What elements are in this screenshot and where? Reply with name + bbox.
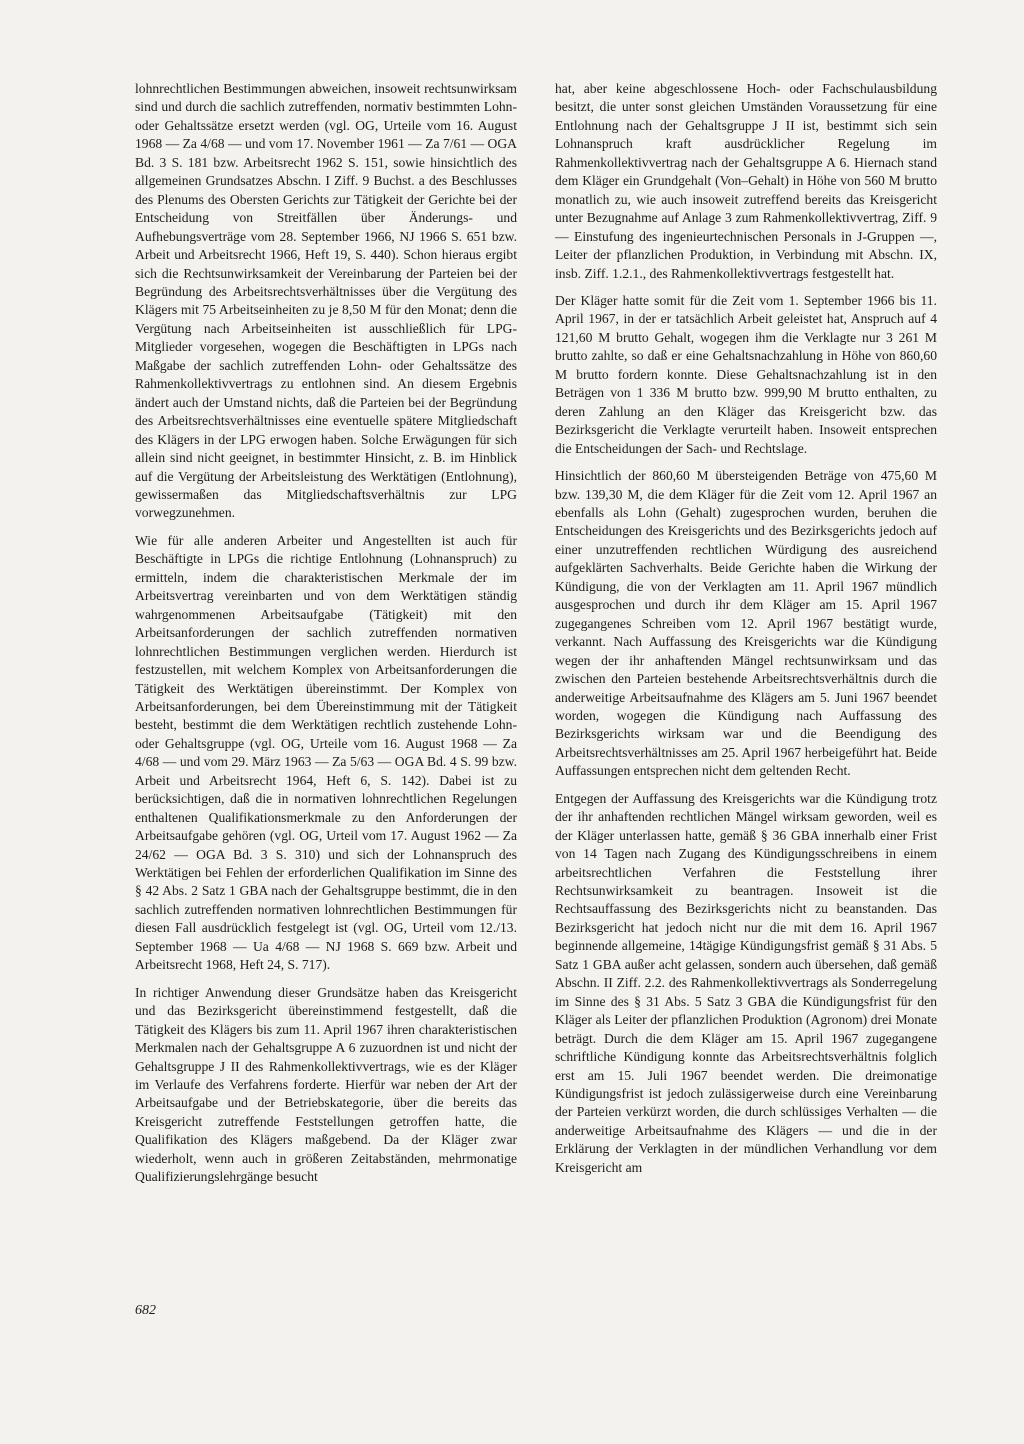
paragraph: In richtiger Anwendung dieser Grundsätze haben das Kreisgericht und das Bezirksgericht übereinstimmend festgestellt, daß die Tätigkeit des Klägers bis zum 11. April 1967 ihren charakteristischen Merkmalen nach der Gehaltsgruppe A 6 zuzuordnen ist und nicht der Gehaltsgruppe J II des Rahmenkollektivvertrags, wie es der Kläger im Verlaufe des Verfahrens forderte. Hierfür war neben der Art der Arbeitsaufgabe und der Betriebskategorie, über die bereits das Kreisgericht zutreffende Feststellungen getroffen hatte, die Qualifikation des Klägers maßgebend. Da der Kläger zwar wiederholt, wenn auch in größeren Zeitabständen, mehrmonatige Qualifizierungslehrgänge besucht — [135, 984, 517, 1185]
right-column — [555, 80, 937, 1186]
paragraph: lohnrechtlichen Bestimmungen abweichen, insoweit rechtsunwirksam sind und durch die sachlich zutreffenden, normativ bestimmten Lohn- oder Gehaltssätze ersetzt werden (vgl. OG, Urteile vom 16. August 1968 — Za 4/68 — und vom 17. November 1961 — Za 7/61 — OGA Bd. 3 S. 181 bzw. Arbeitsrecht 1962 S. 151, sowie hinsichtlich des allgemeinen Grundsatzes Abschn. I Ziff. 9 Buchst. a des Beschlusses des Plenums des Obersten Gerichts zur Tätigkeit der Gerichte bei der Entscheidung von Streitfällen über Änderungs- und Aufhebungsverträge vom 28. September 1966, NJ 1966 S. 651 bzw. Arbeit und Arbeitsrecht 1966, Heft 19, S. 440). Schon hieraus ergibt sich die Rechtsunwirksamkeit der Vereinbarung der Parteien bei der Begründung des Arbeitsrechtsverhältnisses über die Vergütung des Klägers mit 75 Arbeitseinheiten zu je 8,50 M für den Monat; denn die Vergütung nach Arbeitseinheiten ist ausschließlich für LPG-Mitglieder vorgesehen, wogegen die Beschäftigten in LPGs nach Maßgabe der sachlich zutreffenden Lohn- oder Gehaltssätze des Rahmenkollektivvertrags zu entlohnen sind. An diesem Ergebnis ändert auch der Umstand nichts, daß die Parteien bei der Begründung des Arbeitsrechtsverhältnisses eine eventuelle spätere Mitgliedschaft des Klägers in der LPG erwogen haben. Solche Erwägungen für sich allein sind nicht geeignet, in bestimmter Hinsicht, z. B. im Hinblick auf die Vergütung der Arbeitsleistung des Werktätigen (Entlohnung), gewissermaßen das Mitgliedschaftsverhältnis zur LPG vorwegzunehmen. — [135, 81, 517, 521]
paragraph: Entgegen der Auffassung des Kreisgerichts war die Kündigung trotz der ihr anhaftenden rechtlichen Mängel wirksam geworden, weil es der Kläger unterlassen hatte, gemäß § 36 GBA innerhalb einer Frist von 14 Tagen nach Zugang des Kündigungsschreibens in einem arbeitsrechtlichen Verfahren die Feststellung ihrer Rechtsunwirksamkeit zu beantragen. Insoweit ist die Rechtsauffassung des Bezirksgerichts nicht zu beanstanden. Das Bezirksgericht hat jedoch nicht nur die mit dem 16. April 1967 beginnende allgemeine, 14tägige Kündigungsfrist gemäß § 31 Abs. 5 Satz 1 GBA außer acht gelassen, sondern auch übersehen, daß gemäß Abschn. II Ziff. 2.2. des Rahmenkollektivvertrags als Sonderregelung im Sinne des § 31 Abs. 5 Satz 3 GBA die Kündigungsfrist für den Kläger als Leiter der pflanzlichen Produktion (Agronom) drei Monate beträgt. Durch die dem Kläger am 15. April 1967 zugegangene schriftliche Kündigung konnte das Arbeitsrechtsverhältnis folglich erst am 15. Juli 1967 beendet werden. Die dreimonatige Kündigungsfrist ist jedoch zulässigerweise durch eine Vereinbarung der Parteien verkürzt worden, die durch schlüssiges Verhalten — die anderweitige Arbeitsaufnahme des Klägers — und die in der Erklärung der Verklagten in der mündlichen Verhandlung vor dem Kreisgericht am — [555, 790, 937, 1175]
left-column — [135, 80, 517, 1196]
paragraph: hat, aber keine abgeschlossene Hoch- oder Fachschulausbildung besitzt, die unter sonst gleichen Umständen Voraussetzung für eine Entlohnung nach der Gehaltsgruppe J II ist, bestimmt sich sein Lohnanspruch kraft ausdrücklicher Regelung im Rahmenkollektivvertrag nach der Gehaltsgruppe A 6. Hiernach stand dem Kläger ein Grundgehalt (Von–Gehalt) in Höhe von 560 M brutto monatlich zu, wie auch insoweit zutreffend bereits das Kreisgericht unter Bezugnahme auf Anlage 3 zum Rahmenkollektivvertrag, Ziff. 9 — Einstufung des ingenieurtechnischen Personals in J-Gruppen —, Leiter der pflanzlichen Produktion, in Verbindung mit Abschn. IX, insb. Ziff. 1.2.1., des Rahmenkollektivvertrags festgestellt hat. — [555, 81, 937, 281]
page-number: 682 — [135, 1303, 156, 1318]
paragraph: Hinsichtlich der 860,60 M übersteigenden Beträge von 475,60 M bzw. 139,30 M, die dem Kläger für die Zeit vom 12. April 1967 an ebenfalls als Lohn (Gehalt) zugesprochen wurden, beruhen die Entscheidungen des Kreisgerichts und des Bezirksgerichts jedoch auf einer unzutreffenden rechtlichen Würdigung des ausreichend aufgeklärten Sachverhalts. Beide Gerichte haben die Wirkung der Kündigung, die von der Verklagten am 11. April 1967 mündlich ausgesprochen und durch ihr dem Kläger am 15. April 1967 zugegangenes Schreiben vom 12. April 1967 bestätigt wurde, verkannt. Nach Auffassung des Kreisgerichts war die Kündigung wegen der ihr anhaftenden Mängel rechtsunwirksam und das zwischen den Parteien bestehende Arbeitsrechtsverhältnis durch die anderweitige Arbeitsaufnahme des Klägers am 5. Juni 1967 beendet worden, wogegen die Kündigung nach Auffassung des Bezirksgerichts wirksam war und die Beendigung des Arbeitsrechtsverhältnisses am 25. April 1967 herbeigeführt hat. Beide Auffassungen entsprechen nicht dem geltenden Recht. — [555, 468, 937, 779]
paragraph: Der Kläger hatte somit für die Zeit vom 1. September 1966 bis 11. April 1967, in der er tatsächlich Arbeit geleistet hat, Anspruch auf 4 121,60 M brutto Gehalt, wogegen ihm die Verklagte nur 3 261 M brutto zahlte, so daß er eine Gehaltsnachzahlung in Höhe von 860,60 M brutto fordern konnte. Diese Gehaltsnachzahlung ist in den Beträgen von 1 336 M brutto bzw. 999,90 M brutto enthalten, zu deren Zahlung an den Kläger das Kreisgericht bzw. das Bezirksgericht die Verklagte verurteilt haben. Insoweit entsprechen die Entscheidungen der Sach- und Rechtslage. — [555, 292, 937, 456]
paragraph: Wie für alle anderen Arbeiter und Angestellten ist auch für Beschäftigte in LPGs die richtige Entlohnung (Lohnanspruch) zu ermitteln, indem die charakteristischen Merkmale der im Arbeitsvertrag vereinbarten und von dem Werktätigen ständig wahrgenommenen Arbeitsaufgabe (Tätigkeit) mit den Arbeitsanforderungen der sachlich zutreffenden normativen lohnrechtlichen Bestimmungen verglichen werden. Hierdurch ist festzustellen, mit welchem Komplex von Arbeitsanforderungen die Tätigkeit des Werktätigen übereinstimmt. Der Komplex von Arbeitsanforderungen, bei dem Übereinstimmung mit der Tätigkeit besteht, bestimmt die dem Werktätigen rechtlich zustehende Lohn- oder Gehaltsgruppe (vgl. OG, Urteile vom 16. August 1968 — Za 4/68 — und vom 29. März 1963 — Za 5/63 — OGA Bd. 4 S. 99 bzw. Arbeit und Arbeitsrecht 1964, Heft 6, S. 142). Dabei ist zu berücksichtigen, daß die in normativen lohnrechtlichen Regelungen enthaltenen Qualifikationsmerkmale zu den Anforderungen der Arbeitsaufgabe gehören (vgl. OG, Urteil vom 17. August 1962 — Za 24/62 — OGA Bd. 3 S. 310) und sich der Lohnanspruch des Werktätigen bei Fehlen der erforderlichen Qualifikation im Sinne des § 42 Abs. 2 Satz 1 GBA nach der Gehaltsgruppe bestimmt, die in den sachlich zutreffenden normativen lohnrechtlichen Bestimmungen für diesen Fall ausdrücklich festgelegt ist (vgl. OG, Urteil vom 12./13. September 1968 — Ua 4/68 — NJ 1968 S. 669 bzw. Arbeit und Arbeitsrecht 1968, Heft 24, S. 717). — [135, 532, 517, 973]
